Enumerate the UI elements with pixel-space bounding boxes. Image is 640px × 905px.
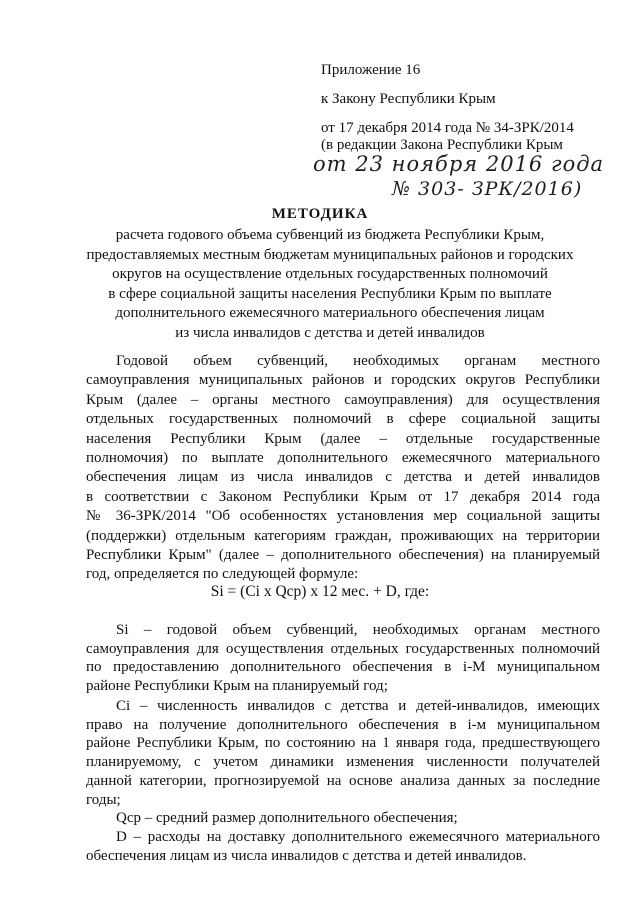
- subtitle-line: дополнительного ежемесячного материального обеспечения лицам: [115, 305, 545, 322]
- formula: Si = (Ci х Qср) х 12 мес. + D, где:: [210, 583, 430, 600]
- main-paragraph: [86, 352, 600, 585]
- paragraph-line: Годовой объем субвенций, необходимых органам местного: [116, 353, 600, 369]
- definition-line: Qср – средний размер дополнительного обеспечения;: [116, 810, 458, 826]
- definition-line: право на получение дополнительного обеспечения в i-м муниципальном: [86, 716, 600, 733]
- definition-si: [86, 621, 600, 696]
- paragraph-line: год, определяется по следующей формуле:: [86, 566, 359, 583]
- definition-d: [86, 828, 600, 865]
- paragraph-line: отдельных государственных полномочий в сфере социальной защиты: [86, 411, 600, 428]
- revision-note: (в редакции Закона Республики Крым: [321, 137, 563, 153]
- document-title: МЕТОДИКА: [271, 206, 369, 222]
- paragraph-line: (поддержки) отдельным категориям граждан, проживающих на территории: [86, 527, 600, 544]
- handwritten-number: № 303- ЗРК/2016): [392, 178, 583, 200]
- definition-line: Ci – численность инвалидов с детства и детей-инвалидов, имеющих: [116, 698, 600, 714]
- paragraph-line: в соответствии с Законом Республики Крым от 17 декабря 2014 года: [86, 488, 600, 505]
- definition-line: годы;: [86, 791, 121, 808]
- law-reference: к Закону Республики Крым: [321, 91, 496, 107]
- law-date: от 17 декабря 2014 года № 34-ЗРК/2014: [321, 120, 574, 136]
- definition-line: по предоставлению дополнительного обеспечения в i-М муниципальном: [86, 659, 600, 676]
- handwritten-date: от 23 ноября 2016 года: [313, 152, 605, 176]
- subtitle-line: округов на осуществление отдельных государственных полномочий: [112, 266, 548, 283]
- definition-line: D – расходы на доставку дополнительного ежемесячного материального: [116, 829, 600, 845]
- paragraph-line: Крым (далее – органы местного самоуправления) для осуществления: [86, 391, 600, 408]
- definition-line: планируемому, с учетом динамики изменения численности получателей: [86, 754, 600, 771]
- subtitle-line: в сфере социальной защиты населения Республики Крым по выплате: [108, 285, 552, 302]
- appendix-number: Приложение 16: [321, 62, 421, 78]
- paragraph-line: Республики Крым" (далее – дополнительного обеспечения) на планируемый: [86, 547, 600, 564]
- definition-line: Si – годовой объем субвенций, необходимых органам местного: [116, 622, 600, 638]
- subtitle-line: из числа инвалидов с детства и детей инвалидов: [175, 324, 485, 341]
- definition-line: данной категории, прогнозируемой на основе анализа данных за последние: [86, 772, 600, 789]
- subtitle-line: расчета годового объема субвенций из бюджета Республики Крым,: [115, 227, 545, 243]
- definition-qcp: [116, 809, 600, 828]
- paragraph-line: полномочия) по выплате дополнительного ежемесячного материального: [86, 450, 600, 467]
- definition-line: самоуправления для осуществления отдельных государственных полномочий: [86, 640, 600, 657]
- paragraph-line: населения Республики Крым (далее – отдельные государственные: [86, 430, 600, 447]
- document-subtitle: [60, 226, 600, 344]
- definition-line: районе Республики Крым, по состоянию на 1 января года, предшествующего: [86, 735, 600, 752]
- paragraph-line: самоуправления муниципальных районов и городских округов Республики: [86, 372, 600, 389]
- definition-ci: [86, 697, 600, 809]
- paragraph-line: № 36-ЗРК/2014 "Об особенностях установления мер социальной защиты: [86, 508, 600, 525]
- definition-line: обеспечения лицам из числа инвалидов с детства и детей инвалидов.: [86, 847, 527, 864]
- definition-line: районе Республики Крым на планируемый год;: [86, 678, 388, 695]
- paragraph-line: обеспечения лицам из числа инвалидов с детства и детей инвалидов: [86, 469, 600, 486]
- subtitle-line: предоставляемых местным бюджетам муниципальных районов и городских: [86, 246, 574, 263]
